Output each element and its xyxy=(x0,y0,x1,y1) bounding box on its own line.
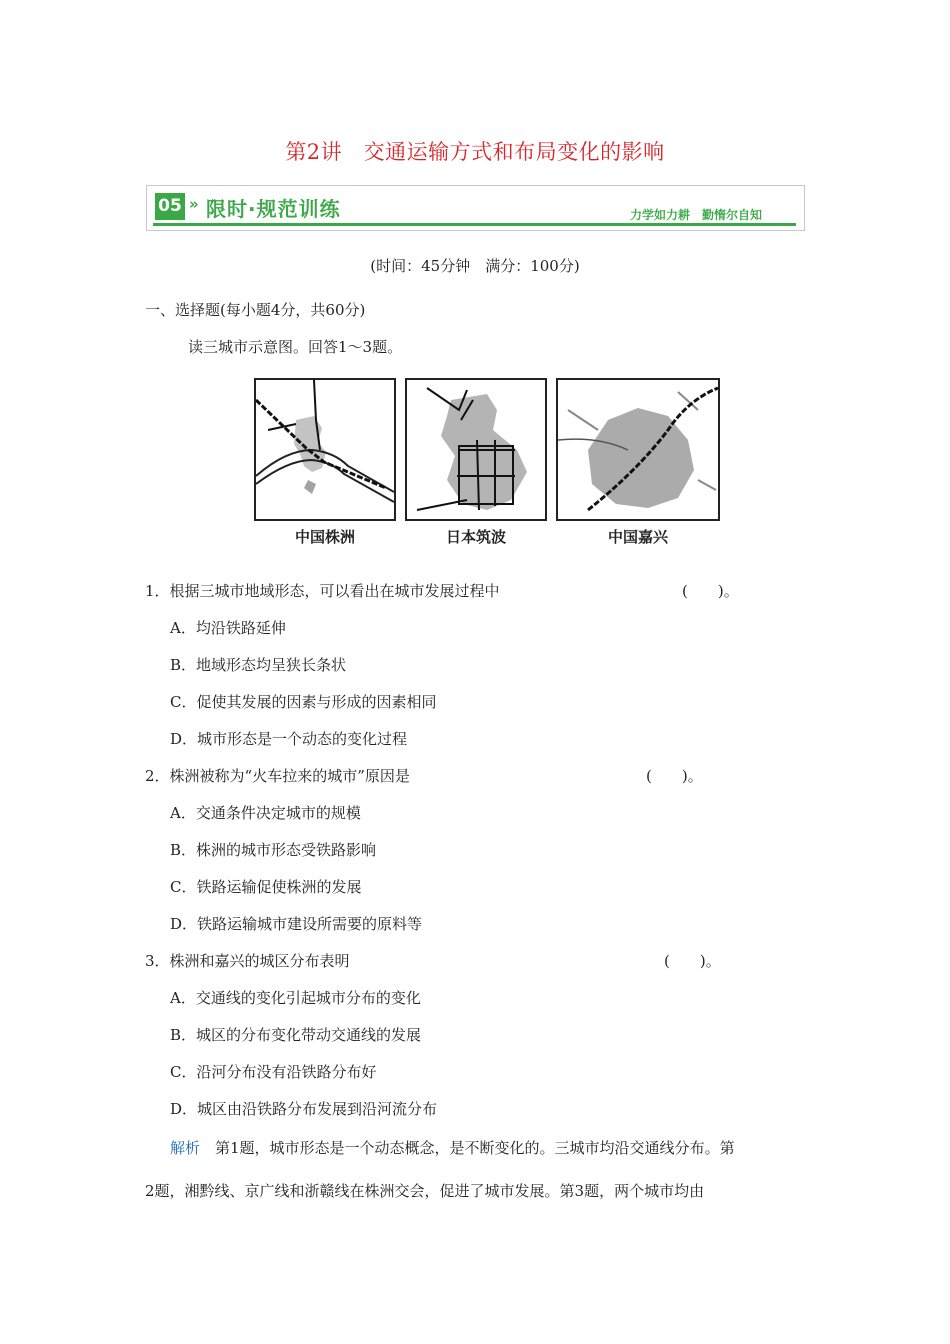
analysis-line-1: 第1题，城市形态是一个动态概念，是不断变化的。三城市均沿交通线分布。第 xyxy=(200,1139,735,1157)
analysis-label: 解析 xyxy=(170,1139,201,1157)
banner-motto: 力学如力耕 勤惰尔自知 xyxy=(629,208,762,222)
answer-blank: ( )。 xyxy=(664,952,721,970)
map-jiaxing xyxy=(556,378,720,521)
option: B．地域形态均呈狭长条状 xyxy=(170,656,347,674)
section-banner xyxy=(146,185,805,231)
page-title: 第2讲 交通运输方式和布局变化的影响 xyxy=(285,140,665,164)
option: D．城区由沿铁路分布发展到沿河流分布 xyxy=(170,1100,438,1118)
analysis-line-2: 2题，湘黔线、京广线和浙赣线在株洲交会，促进了城市发展。第3题，两个城市均由 xyxy=(145,1182,705,1200)
banner-arrow-icon: » xyxy=(189,195,199,213)
banner-underline xyxy=(153,223,796,226)
option: A．均沿铁路延伸 xyxy=(170,619,286,637)
option: A．交通线的变化引起城市分布的变化 xyxy=(170,989,421,1007)
question-stem: 3．株洲和嘉兴的城区分布表明 xyxy=(145,952,350,970)
map-caption-zhuzhou: 中国株洲 xyxy=(294,528,355,546)
option: C．沿河分布没有沿铁路分布好 xyxy=(170,1063,377,1081)
time-info: (时间：45分钟 满分：100分) xyxy=(370,257,580,275)
analysis-paragraph xyxy=(170,1137,735,1158)
question-stem: 1．根据三城市地域形态，可以看出在城市发展过程中 xyxy=(145,582,500,600)
answer-blank: ( )。 xyxy=(682,582,739,600)
option: A．交通条件决定城市的规模 xyxy=(170,804,361,822)
option: B．株洲的城市形态受铁路影响 xyxy=(170,841,377,859)
option: D．铁路运输城市建设所需要的原料等 xyxy=(170,915,423,933)
question-stem: 2．株洲被称为“火车拉来的城市”原因是 xyxy=(145,767,410,785)
option: C．铁路运输促使株洲的发展 xyxy=(170,878,362,896)
section-title: 一、选择题(每小题4分，共60分) xyxy=(145,301,366,319)
answer-blank: ( )。 xyxy=(646,767,703,785)
map-caption-jiaxing: 中国嘉兴 xyxy=(607,528,668,546)
map-caption-tsukuba: 日本筑波 xyxy=(445,528,506,546)
option: B．城区的分布变化带动交通线的发展 xyxy=(170,1026,422,1044)
intro-text: 读三城市示意图。回答1～3题。 xyxy=(188,338,403,356)
map-tsukuba xyxy=(405,378,547,521)
banner-heading: 限时·规范训练 xyxy=(206,197,341,221)
banner-number: 05 xyxy=(155,193,185,220)
option: D．城市形态是一个动态的变化过程 xyxy=(170,730,408,748)
map-zhuzhou xyxy=(254,378,396,521)
option: C．促使其发展的因素与形成的因素相同 xyxy=(170,693,437,711)
